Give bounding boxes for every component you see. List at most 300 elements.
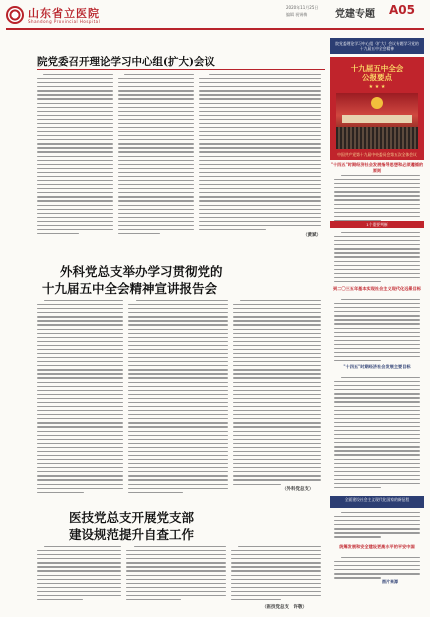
text-line xyxy=(128,422,228,423)
text-line xyxy=(334,430,420,431)
text-line xyxy=(231,583,321,584)
text-line xyxy=(37,488,123,489)
text-line xyxy=(128,312,228,313)
text-line xyxy=(334,422,420,423)
text-line xyxy=(37,82,113,83)
text-line xyxy=(37,418,123,419)
text-line xyxy=(233,369,321,370)
text-line xyxy=(118,233,160,234)
sidebar-block-4-heading: "十四五"时期经济社会发展主要目标 xyxy=(343,364,411,369)
paper-name-en: Shandong Provincial Hospital xyxy=(28,19,101,24)
text-line xyxy=(37,147,113,148)
article-2-byline: （外科党总支） xyxy=(282,487,314,492)
text-line xyxy=(334,410,420,411)
text-line xyxy=(37,103,113,104)
text-line xyxy=(37,94,113,95)
text-line xyxy=(37,386,123,387)
text-line xyxy=(334,360,381,361)
text-line xyxy=(126,566,226,567)
text-line xyxy=(37,111,113,112)
text-line xyxy=(334,479,420,480)
text-line xyxy=(233,402,321,403)
text-line xyxy=(334,536,381,537)
text-line xyxy=(37,595,121,596)
poster-title xyxy=(330,64,424,82)
text-line xyxy=(199,180,321,181)
text-line xyxy=(341,175,420,176)
text-line xyxy=(334,236,420,237)
text-line xyxy=(199,86,321,87)
text-line xyxy=(233,435,321,436)
text-line xyxy=(37,562,121,563)
text-line xyxy=(37,471,123,472)
text-line xyxy=(334,261,420,262)
text-line xyxy=(118,172,194,173)
text-line xyxy=(199,119,321,120)
text-line xyxy=(334,487,381,488)
text-line xyxy=(118,127,194,128)
text-line xyxy=(37,172,113,173)
text-line xyxy=(233,439,321,440)
article-2-headline-line-2: 十九届五中全会精神宣讲报告会 xyxy=(42,281,218,296)
text-line xyxy=(334,252,420,253)
text-line xyxy=(199,127,321,128)
text-line xyxy=(37,107,113,108)
poster-title-line-2: 公报要点 xyxy=(362,73,392,82)
text-line xyxy=(37,217,113,218)
sidebar-block-6-text xyxy=(334,557,420,581)
text-line xyxy=(37,357,123,358)
text-line xyxy=(334,397,420,398)
text-line xyxy=(128,439,228,440)
text-line xyxy=(233,373,321,374)
text-line xyxy=(37,115,113,116)
text-line xyxy=(128,382,228,383)
text-line xyxy=(233,345,321,346)
text-line xyxy=(199,229,266,230)
text-line xyxy=(233,353,321,354)
text-line xyxy=(118,225,194,226)
text-line xyxy=(233,455,321,456)
text-line xyxy=(37,98,113,99)
text-line xyxy=(118,123,194,124)
text-line xyxy=(334,389,420,390)
text-line xyxy=(128,426,228,427)
text-line xyxy=(233,484,281,485)
text-line xyxy=(44,300,123,301)
text-line xyxy=(118,205,194,206)
text-line xyxy=(334,356,420,357)
text-line xyxy=(37,554,121,555)
text-line xyxy=(231,575,321,576)
text-line xyxy=(334,463,420,464)
article-3-column-3 xyxy=(231,546,321,603)
text-line xyxy=(334,381,420,382)
text-line xyxy=(37,90,113,91)
text-line xyxy=(37,160,113,161)
text-line xyxy=(199,221,321,222)
text-line xyxy=(37,467,123,468)
text-line xyxy=(233,418,321,419)
text-line xyxy=(334,450,420,451)
text-line xyxy=(128,357,228,358)
text-line xyxy=(199,225,321,226)
text-line xyxy=(334,191,420,192)
text-line xyxy=(128,304,228,305)
article-2-column-3 xyxy=(233,300,321,488)
text-line xyxy=(118,103,194,104)
text-line xyxy=(118,176,194,177)
text-line xyxy=(334,569,420,570)
text-line xyxy=(136,300,228,301)
text-line xyxy=(118,168,194,169)
text-line xyxy=(334,248,420,249)
text-line xyxy=(126,575,226,576)
text-line xyxy=(199,213,321,214)
text-line xyxy=(37,200,113,201)
sidebar-block-6-heading: 统筹发展和安全建设更高水平的平安中国 xyxy=(339,544,415,549)
text-line xyxy=(118,151,194,152)
text-line xyxy=(128,341,228,342)
text-line xyxy=(118,98,194,99)
text-line xyxy=(334,273,420,274)
text-line xyxy=(126,595,226,596)
text-line xyxy=(37,431,123,432)
text-line xyxy=(37,422,123,423)
text-line xyxy=(334,208,420,209)
text-line xyxy=(37,382,123,383)
text-line xyxy=(334,442,420,443)
text-line xyxy=(37,312,123,313)
text-line xyxy=(37,78,113,79)
issue-editor: 编辑 祝锡梅 xyxy=(286,12,308,17)
article-2-headline-line-1: 外科党总支举办学习贯彻党的 xyxy=(60,264,223,279)
text-line xyxy=(128,316,228,317)
text-line xyxy=(37,308,123,309)
article-1-byline: （黄斌） xyxy=(303,233,321,238)
text-line xyxy=(37,221,113,222)
text-line xyxy=(233,443,321,444)
text-line xyxy=(118,217,194,218)
text-line xyxy=(199,78,321,79)
text-line xyxy=(118,147,194,148)
text-line xyxy=(233,451,321,452)
article-1-headline: 院党委召开理论学习中心组(扩大)会议 xyxy=(37,56,215,68)
text-line xyxy=(233,426,321,427)
text-line xyxy=(233,406,321,407)
text-line xyxy=(334,401,420,402)
text-line xyxy=(128,410,228,411)
text-line xyxy=(37,324,123,325)
text-line xyxy=(199,123,321,124)
text-line xyxy=(334,216,420,217)
text-line xyxy=(233,308,321,309)
text-line xyxy=(334,319,420,320)
text-line xyxy=(37,435,123,436)
article-1-rule xyxy=(37,69,325,70)
text-line xyxy=(37,316,123,317)
text-line xyxy=(37,402,123,403)
text-line xyxy=(199,131,321,132)
text-line xyxy=(334,328,420,329)
sidebar-top-banner xyxy=(330,38,424,54)
text-line xyxy=(126,579,226,580)
text-line xyxy=(37,131,113,132)
text-line xyxy=(37,414,123,415)
text-line xyxy=(128,451,228,452)
text-line xyxy=(128,337,228,338)
text-line xyxy=(334,323,420,324)
sidebar-block-2-bar xyxy=(330,221,424,228)
text-line xyxy=(231,579,321,580)
text-line xyxy=(233,447,321,448)
text-line xyxy=(334,348,420,349)
text-line xyxy=(199,168,321,169)
text-line xyxy=(199,103,321,104)
text-line xyxy=(231,595,321,596)
text-line xyxy=(37,176,113,177)
text-line xyxy=(37,233,79,234)
text-line xyxy=(334,332,420,333)
text-line xyxy=(199,217,321,218)
article-1-column-3 xyxy=(199,74,321,233)
paper-name: 山东省立医院 xyxy=(28,7,100,20)
text-line xyxy=(118,94,194,95)
text-line xyxy=(37,566,121,567)
text-line xyxy=(128,398,228,399)
text-line xyxy=(37,345,123,346)
text-line xyxy=(37,127,113,128)
text-line xyxy=(128,435,228,436)
text-line xyxy=(118,192,194,193)
text-line xyxy=(199,151,321,152)
text-line xyxy=(199,184,321,185)
text-line xyxy=(118,221,194,222)
plenum-hall-photo xyxy=(336,93,418,149)
masthead-divider xyxy=(6,28,424,30)
text-line xyxy=(37,373,123,374)
text-line xyxy=(118,180,194,181)
text-line xyxy=(37,579,121,580)
plenum-poster xyxy=(330,57,424,160)
text-line xyxy=(118,184,194,185)
audience-seats-shape xyxy=(336,127,418,149)
text-line xyxy=(199,176,321,177)
page-number: A05 xyxy=(389,3,415,17)
section-name: 党建专题 xyxy=(335,9,375,20)
text-line xyxy=(128,320,228,321)
text-line xyxy=(37,135,113,136)
text-line xyxy=(199,139,321,140)
text-line xyxy=(334,561,420,562)
text-line xyxy=(128,479,228,480)
text-line xyxy=(118,78,194,79)
text-line xyxy=(334,418,420,419)
hospital-logo-icon xyxy=(6,6,24,24)
text-line xyxy=(126,558,226,559)
text-line xyxy=(128,394,228,395)
text-line xyxy=(37,369,123,370)
text-line xyxy=(118,139,194,140)
article-1-column-2 xyxy=(118,74,194,237)
text-line xyxy=(334,520,420,521)
text-line xyxy=(334,183,420,184)
text-line xyxy=(233,377,321,378)
text-line xyxy=(334,459,420,460)
text-line xyxy=(118,200,194,201)
text-line xyxy=(37,443,123,444)
text-line xyxy=(334,438,420,439)
text-line xyxy=(199,200,321,201)
text-line xyxy=(334,475,420,476)
text-line xyxy=(199,107,321,108)
text-line xyxy=(233,475,321,476)
text-line xyxy=(238,546,321,547)
star-icon: ★ ★ ★ xyxy=(368,84,386,90)
text-line xyxy=(128,492,183,493)
text-line xyxy=(128,463,228,464)
text-line xyxy=(134,546,226,547)
article-3-column-2 xyxy=(126,546,226,603)
sidebar-block-4-text xyxy=(334,377,420,491)
text-line xyxy=(37,213,113,214)
text-line xyxy=(37,139,113,140)
text-line xyxy=(128,349,228,350)
text-line xyxy=(334,471,420,472)
text-line xyxy=(126,570,226,571)
text-line xyxy=(37,455,123,456)
masthead xyxy=(0,0,430,30)
text-line xyxy=(126,550,226,551)
text-line xyxy=(334,269,420,270)
article-3-byline: （医技党总支 许敬） xyxy=(262,605,307,610)
text-line xyxy=(37,439,123,440)
text-line xyxy=(37,180,113,181)
sidebar-footer-badge: 图片来源 xyxy=(382,579,398,584)
text-line xyxy=(334,340,420,341)
text-line xyxy=(334,467,420,468)
stage-shape xyxy=(342,115,412,123)
sidebar-feature xyxy=(330,38,424,586)
text-line xyxy=(37,349,123,350)
issue-date: 2020年11月25日 xyxy=(286,5,319,10)
text-line xyxy=(37,479,123,480)
sidebar-top-banner-text: 院党委理论学习中心组（扩大）会议专题学习党的十九届五中全会精神 xyxy=(335,41,419,51)
sidebar-block-2-heading: 1个重要判断 xyxy=(366,222,388,227)
text-line xyxy=(128,373,228,374)
text-line xyxy=(118,82,194,83)
text-line xyxy=(128,402,228,403)
text-line xyxy=(334,240,420,241)
text-line xyxy=(118,135,194,136)
text-line xyxy=(334,195,420,196)
text-line xyxy=(233,479,321,480)
text-line xyxy=(37,406,123,407)
text-line xyxy=(128,390,228,391)
text-line xyxy=(128,488,228,489)
text-line xyxy=(233,304,321,305)
text-line xyxy=(118,90,194,91)
text-line xyxy=(128,324,228,325)
sidebar-block-1-text xyxy=(334,175,420,224)
text-line xyxy=(334,179,420,180)
text-line xyxy=(118,164,194,165)
text-line xyxy=(37,558,121,559)
text-line xyxy=(118,209,194,210)
text-line xyxy=(334,256,420,257)
text-line xyxy=(37,599,83,600)
text-line xyxy=(37,463,123,464)
text-line xyxy=(37,492,84,493)
text-line xyxy=(233,471,321,472)
text-line xyxy=(233,467,321,468)
text-line xyxy=(126,591,226,592)
poster-caption: 中国共产党第十九届中央委员会第五次全体会议 xyxy=(337,152,417,157)
text-line xyxy=(233,361,321,362)
text-line xyxy=(231,558,321,559)
text-line xyxy=(334,524,420,525)
text-line xyxy=(233,431,321,432)
text-line xyxy=(128,431,228,432)
text-line xyxy=(37,484,123,485)
text-line xyxy=(231,562,321,563)
text-line xyxy=(44,546,121,547)
text-line xyxy=(37,341,123,342)
text-line xyxy=(118,119,194,120)
text-line xyxy=(199,192,321,193)
text-line xyxy=(341,512,420,513)
text-line xyxy=(118,213,194,214)
text-line xyxy=(334,307,420,308)
text-line xyxy=(37,550,121,551)
text-line xyxy=(128,459,228,460)
text-line xyxy=(128,329,228,330)
text-line xyxy=(37,143,113,144)
text-line xyxy=(199,164,321,165)
text-line xyxy=(128,414,228,415)
text-line xyxy=(126,599,181,600)
text-line xyxy=(37,337,123,338)
text-line xyxy=(231,587,321,588)
sidebar-block-1-heading: "十四五"时期经济社会发展指导思想和必须遵循的原则 xyxy=(330,162,424,173)
text-line xyxy=(37,304,123,305)
text-line xyxy=(37,151,113,152)
article-3-column-1 xyxy=(37,546,121,603)
text-line xyxy=(334,199,420,200)
text-line xyxy=(233,337,321,338)
text-line xyxy=(233,357,321,358)
text-line xyxy=(199,111,321,112)
text-line xyxy=(37,119,113,120)
text-line xyxy=(37,164,113,165)
text-line xyxy=(37,196,113,197)
article-2-column-1 xyxy=(37,300,123,496)
sidebar-block-5-text xyxy=(334,512,420,541)
text-line xyxy=(128,418,228,419)
text-line xyxy=(199,188,321,189)
sidebar-block-2-text xyxy=(334,232,420,285)
text-line xyxy=(37,390,123,391)
text-line xyxy=(128,308,228,309)
text-line xyxy=(233,398,321,399)
text-line xyxy=(341,232,420,233)
text-line xyxy=(233,329,321,330)
text-line xyxy=(37,225,113,226)
text-line xyxy=(199,196,321,197)
text-line xyxy=(199,98,321,99)
text-line xyxy=(233,316,321,317)
text-line xyxy=(126,587,226,588)
